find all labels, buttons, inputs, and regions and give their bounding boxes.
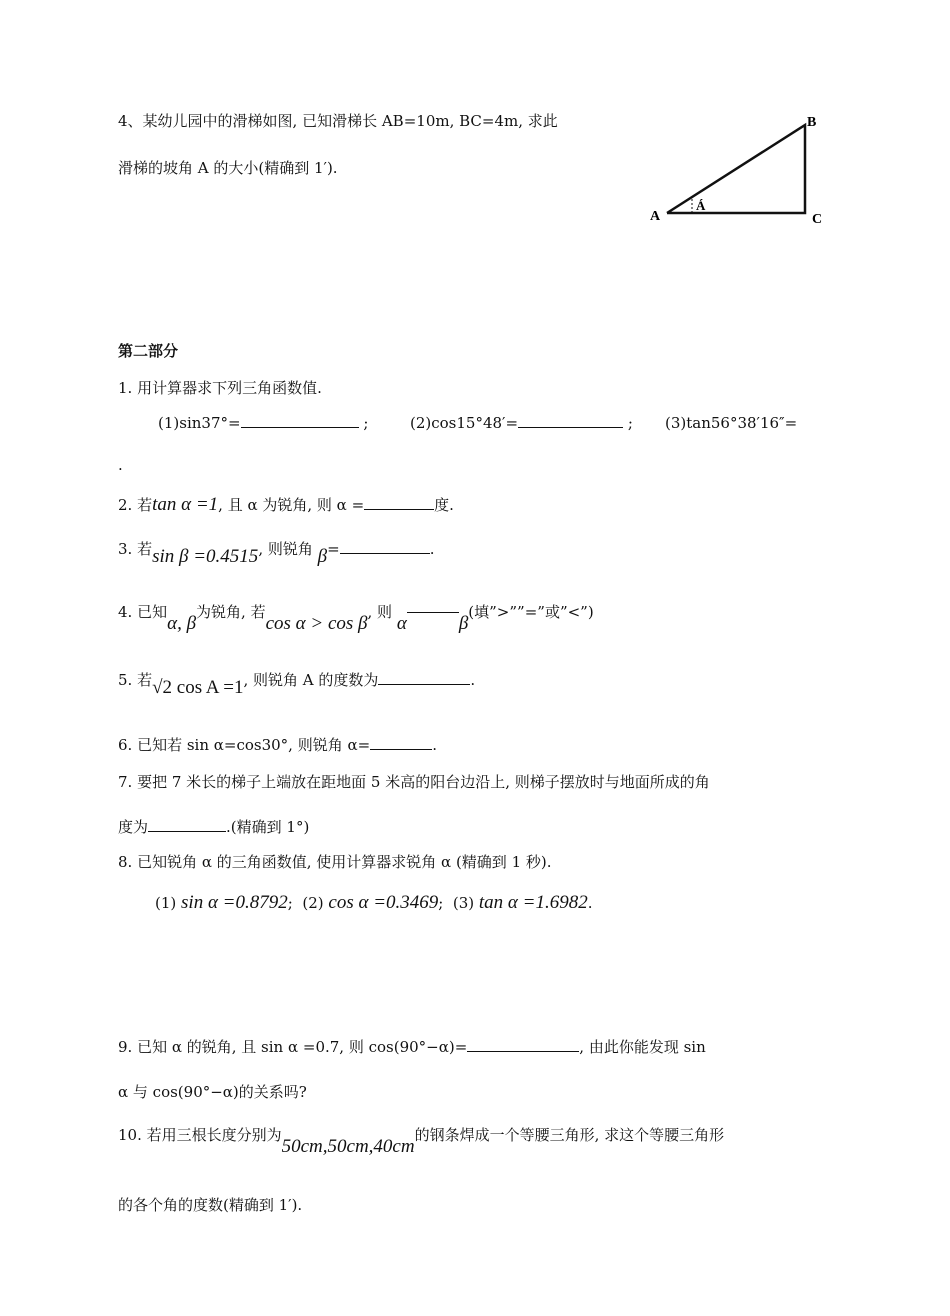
problem-3: 3. 若sin β =0.4515, 则锐角 β= .	[118, 540, 435, 567]
problem-1-text: 1. 用计算器求下列三角函数值.	[118, 379, 322, 397]
problem-1-sub-2: (2)cos15°48′= ;	[410, 414, 633, 432]
angle-label: Á	[696, 198, 706, 213]
problem-10-line-1: 10. 若用三根长度分别为50cm,50cm,40cm的钢条焊成一个等腰三角形, 求这个等腰三角形	[118, 1126, 725, 1157]
problem-8-text: 8. 已知锐角 α 的三角函数值, 使用计算器求锐角 α (精确到 1 秒).	[118, 853, 552, 871]
problem-6: 6. 已知若 sin α=cos30°, 则锐角 α= .	[118, 736, 437, 754]
triangle-figure	[640, 105, 840, 235]
problem-2: 2. 若tan α =1, 且 α 为锐角, 则 α = 度.	[118, 494, 454, 515]
problem-1-sub-1: (1)sin37°= ;	[158, 414, 369, 432]
problem-1-dot: .	[118, 456, 123, 474]
problem-9-line-2: α 与 cos(90°−α)的关系吗?	[118, 1083, 307, 1101]
problem-1-sub-3: (3)tan56°38′16″=	[665, 414, 798, 432]
problem-7-line-2: 度为 .(精确到 1°)	[118, 818, 310, 836]
q4-line-1: 4、某幼儿园中的滑梯如图, 已知滑梯长 AB=10m, BC=4m, 求此	[118, 112, 558, 130]
q4-line-2: 滑梯的坡角 A 的大小(精确到 1′).	[118, 159, 338, 177]
problem-4: 4. 已知α, β为锐角, 若cos α > cos β, 则 α β(填”>””=”或”<”)	[118, 603, 594, 634]
problem-7-line-1: 7. 要把 7 米长的梯子上端放在距地面 5 米高的阳台边沿上, 则梯子摆放时与地面所成的角	[118, 773, 710, 791]
problem-8-items: (1) sin α =0.8792; (2) cos α =0.3469; (3) tan α =1.6982.	[155, 892, 593, 913]
section-title: 第二部分	[118, 342, 179, 360]
problem-5: 5. 若√2 cos A =1, 则锐角 A 的度数为 .	[118, 671, 476, 698]
problem-10-line-2: 的各个角的度数(精确到 1′).	[118, 1196, 303, 1214]
vertex-label-b: B	[807, 115, 817, 130]
vertex-label-c: C	[812, 212, 823, 227]
problem-9-line-1: 9. 已知 α 的锐角, 且 sin α =0.7, 则 cos(90°−α)= , 由此你能发现 sin	[118, 1038, 706, 1056]
vertex-label-a: A	[650, 209, 661, 224]
